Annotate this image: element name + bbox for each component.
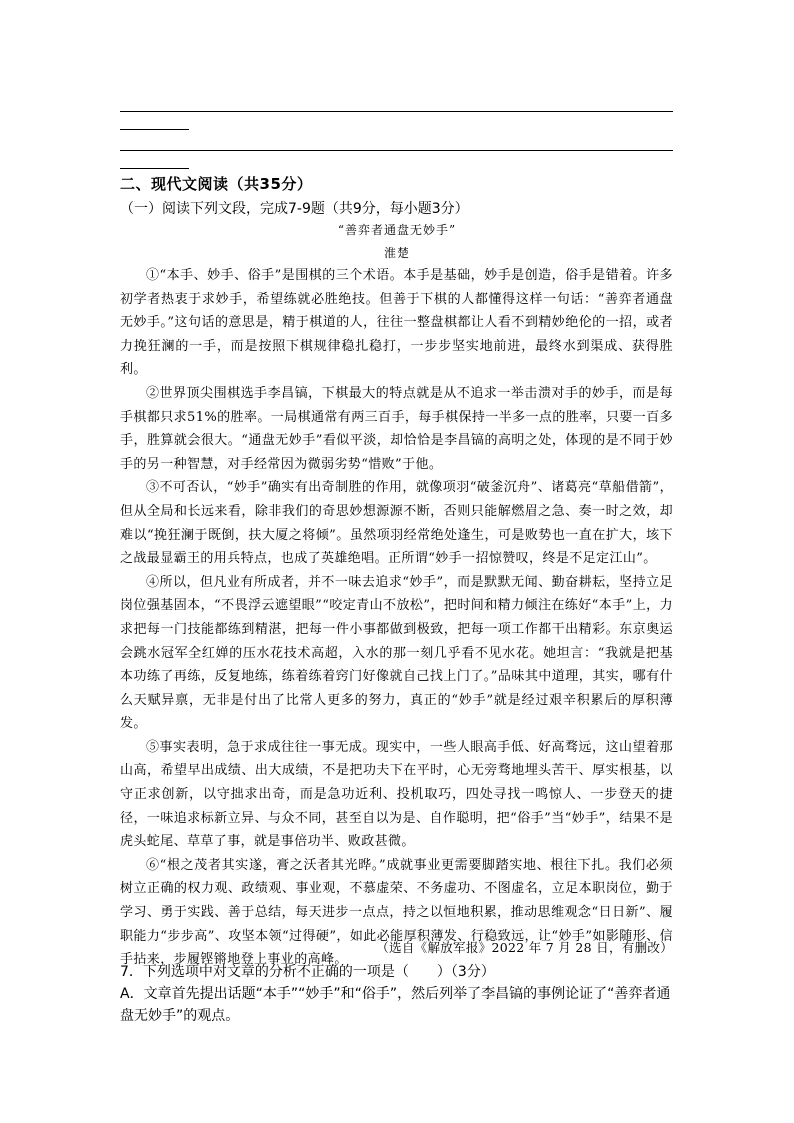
- article-source: （选自《解放军报》2022 年 7 月 28 日，有删改）: [376, 940, 673, 955]
- article-paragraph-4: ④所以，但凡业有所成者，并不一味去追求“妙手”，而是默默无闻、勤奋耕耘，坚持立足岗位强基固本，“不畏浮云遮望眼”“咬定青山不放松”，把时间和精力倾注在练好“本手”上，力求把每一门技能都练到精湛，把每一件小事都做到极致，把每一项工作都干出精彩。东京奥运会跳水冠军全红婵的压水花技术高超，入水的那一刻几乎看不见水花。她坦言：“我就是把基本功练了再练，反复地练，练着练着窍门好像就自己找上门了。”品味其中道理，其实，哪有什么天赋异禀，无非是付出了比常人更多的努力，真正的“妙手”就是经过艰辛积累后的厚积薄发。: [120, 574, 673, 732]
- article-paragraph-1: ①“本手、妙手、俗手”是围棋的三个术语。本手是基础，妙手是创造，俗手是错着。许多初学者热衷于求妙手，希望练就必胜绝技。但善于下棋的人都懂得这样一句话：“善弈者通盘无妙手。”这句话的意思是，精于棋道的人，往往一整盘棋都让人看不到精妙绝伦的一招，或者力挽狂澜的一手，而是按照下棋规律稳扎稳打，一步步坚实地前进，最终水到渠成、获得胜利。: [120, 268, 673, 378]
- answer-line-1-tail: [120, 129, 189, 130]
- section-title: 二、现代文阅读（共35分）: [120, 175, 313, 193]
- article-paragraph-3: ③不可否认，“妙手”确实有出奇制胜的作用，就像项羽“破釜沉舟”、诸葛亮“草船借箭”，但从全局和长远来看，除非我们的奇思妙想源源不断，否则只能解燃眉之急、奏一时之效，却难以“挽狂澜于既倒，扶大厦之将倾”。虽然项羽经常绝处逢生，可是败势也一直在扩大，垓下之战最显霸王的用兵特点，也成了英雄绝唱。正所谓“妙手一招惊赞叹，终是不足定江山”。: [120, 480, 673, 567]
- article-paragraph-5: ⑤事实表明，急于求成往往一事无成。现实中，一些人眼高手低、好高骛远，这山望着那山高，希望早出成绩、出大成绩，不是把功夫下在平时，心无旁骛地埋头苦干、厚实根基，以守正求创新，以守拙求出奇，而是急功近利、投机取巧，四处寻找一鸣惊人、一步登天的捷径，一味追求标新立异、与众不同，甚至自以为是、自作聪明，把“俗手”当“妙手”，结果不是虎头蛇尾、草草了事，就是事倍功半、败政甚微。: [120, 739, 673, 850]
- section-subtitle: （一）阅读下列文段，完成7-9题（共9分，每小题3分）: [120, 201, 469, 217]
- article-paragraph-6: ⑥“根之茂者其实遂，膏之沃者其光晔。”成就事业更需要脚踏实地、根往下扎。我们必须树立正确的权力观、政绩观、事业观，不慕虚荣、不务虚功、不图虚名，立足本职岗位，勤于学习、勇于实践、善于总结，每天进步一点点，持之以恒地积累，推动思维观念“日日新”、履职能力“步步高”、攻坚本领“过得硬”，如此必能厚积薄发、行稳致远，让“妙手”如影随形、信手拈来，步履铿锵地登上事业的高峰。: [120, 857, 673, 968]
- article-title: “善弈者通盘无妙手”: [337, 223, 457, 237]
- question-option-a: A．文章首先提出话题“本手”“妙手”和“俗手”，然后列举了李昌镐的事例论证了“善弈者通盘无妙手”的观点。: [120, 986, 671, 1024]
- answer-line-1: [120, 111, 673, 112]
- article-paragraph-2: ②世界顶尖围棋选手李昌镐，下棋最大的特点就是从不追求一举击溃对手的妙手，而是每手棋都只求51%的胜率。一局棋通常有两三百手，每手棋保持一半多一点的胜率，只要一百多手，胜算就会很大。“通盘无妙手”看似平淡，却恰恰是李昌镐的高明之处，体现的是不同于妙手的另一种智慧，对手经常因为微弱劣势“惜败”于他。: [120, 385, 673, 472]
- answer-line-2-tail: [120, 168, 189, 169]
- question-stem: 7．下列选项中对文章的分析不正确的一项是（ ）（3分）: [120, 964, 495, 980]
- article-body: [120, 264, 673, 972]
- article-author: 淮楚: [383, 246, 410, 260]
- answer-line-2: [120, 150, 673, 151]
- question-7: [120, 961, 676, 1027]
